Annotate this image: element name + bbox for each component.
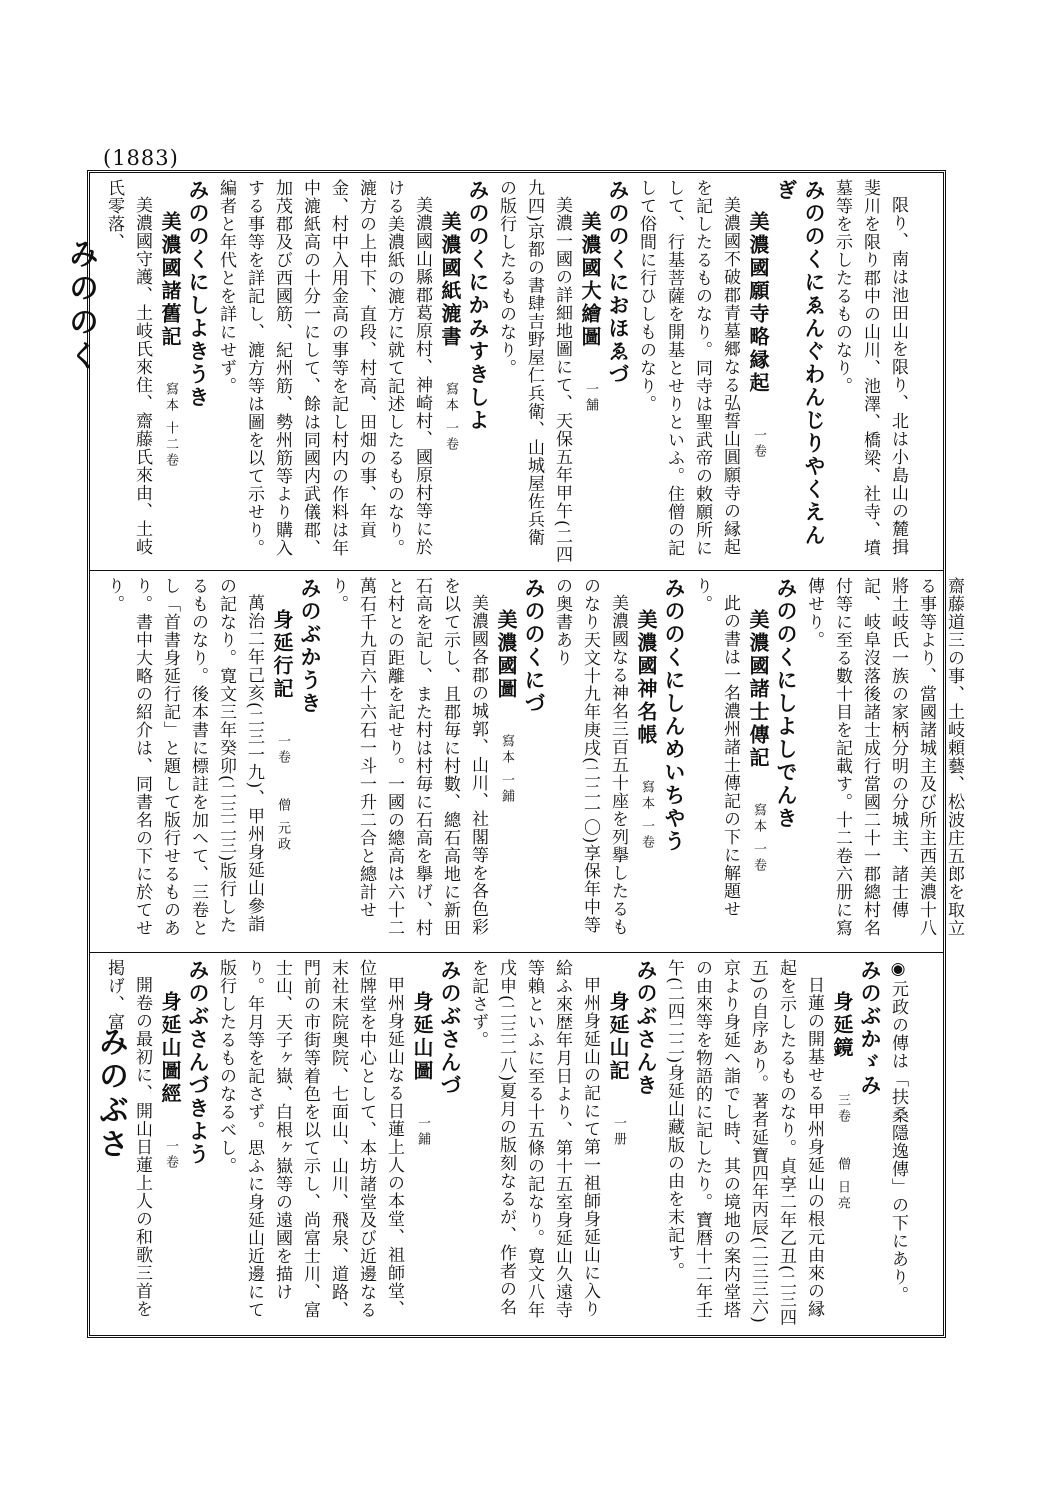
band-bottom <box>90 953 943 1335</box>
entry-title <box>604 959 632 1329</box>
entry-body: 日蓮の開基せる甲州身延山の根元由來の縁起を示したるものなり。貞享二年乙丑(二三四五)の自序あり。著者延寶四年丙辰(二三三六)京より身延へ詣でし時、其の境地の案内堂塔の由來等を物語的に記したり。寶暦十二年壬午(二四二二)身延山藏版の由を末記す。 <box>664 959 824 1327</box>
entry-title <box>744 179 772 564</box>
band-bottom-columns <box>100 959 912 1329</box>
entry-body: 開卷の最初に、開山日蓮上人の和歌三首を掲げ、富 <box>104 959 152 1318</box>
continuation-text: ◉元政の傳は「扶桑隱逸傳」の下にあり。 <box>888 959 908 1304</box>
entry-title <box>436 179 464 564</box>
entry-body: 美濃一國の詳細地圖にて、天保五年甲午(二四九四)京都の書肆吉野屋仁兵衛、山城屋佐兵衛の版行したるものなり。 <box>496 179 572 564</box>
entry-title-text: 美濃國願寺略縁起 <box>746 211 770 395</box>
entry-title-text: 美濃國諸舊記 <box>158 211 182 349</box>
entry-volume: 寫本 一卷 <box>443 381 458 453</box>
entry-volume: 一册 <box>611 1115 626 1148</box>
entry-title-text: 美濃國神名帳 <box>634 609 658 747</box>
entry-author: 僧 元政 <box>275 798 290 854</box>
page-frame <box>87 170 964 1338</box>
band-top-columns <box>100 179 912 564</box>
entry-title-text: 身延行記 <box>270 609 294 701</box>
entry-volume: 寫本 一卷 <box>751 802 766 874</box>
entry-body: 美濃國なる神名三百五十座を列擧したるものなり天文十九年庚戌(二二一〇)享保年中等の奥書あり <box>552 577 628 936</box>
entry-heading: みののくにづ <box>522 577 547 715</box>
entry-heading: みのぶさんづきよう <box>186 959 211 1166</box>
entry-heading: みののくにおほゑづ <box>606 179 631 386</box>
entry-body: 甲州身延山なる日蓮上人の本堂、祖師堂、位牌堂を中心として、本坊諸堂及び近邊なる末社末院奥院、七面山、山川、飛泉、道路、門前の市街等着色を以て示し、尚富士川、富士山、天子ヶ嶽、白根ヶ嶽等の遠國を描けり。年月等を記さず。思ふに身延山近邊にて版行したるものなるべし。 <box>216 959 404 1319</box>
entry-title <box>408 959 436 1329</box>
entry-body: 美濃國守護、土岐氏來住、齋藤氏來由、土岐氏零落、 <box>104 179 152 556</box>
entry-title <box>632 577 660 946</box>
entry-volume: 三卷 <box>835 1092 850 1125</box>
entry-heading: みのぶかうき <box>298 577 323 715</box>
entry-title <box>576 179 604 564</box>
entry-volume: 寫本 十二卷 <box>163 381 178 469</box>
entry-heading: みののくにゑんぐわんじりやくえんぎ <box>774 179 827 547</box>
entry-heading: みののくにしんめいちやう <box>662 577 687 853</box>
entry-title-text: 身延山記 <box>606 991 630 1083</box>
entry-heading: みののくにしよきうき <box>186 179 211 409</box>
entry-volume: 一鋪 <box>415 1115 430 1148</box>
page-number: (1883) <box>103 146 179 170</box>
entry-volume: 一卷 <box>751 427 766 460</box>
entry-title-text: 美濃國諸士傳記 <box>746 609 770 770</box>
entry-body: 甲州身延山の記にて第一祖師身延山に入り給ふ來歴年月日より、第十五室身延山久遠寺等賴といふに至る十五條の記なり。寛文八年戊申(二三二八)夏月の版刻なるが、作者の名を記さず。 <box>468 959 600 1319</box>
entry-title <box>492 577 520 946</box>
continuation-text: 限り、南は池田山を限り、北は小島山の麓揖斐川を限り郡中の山川、池澤、橋梁、社寺、墳墓等を示したるものなり。 <box>832 179 908 557</box>
entry-title-text: 身延山圖 <box>410 991 434 1083</box>
entry-title <box>156 179 184 564</box>
entry-title <box>744 577 772 946</box>
entry-title-text: 身延鏡 <box>830 991 854 1060</box>
entry-title <box>268 577 296 946</box>
entry-author: 僧 日亮 <box>835 1157 850 1213</box>
entry-heading: みのぶかゞみ <box>858 959 883 1097</box>
entry-heading: みののくにしよしでんき <box>774 577 799 830</box>
entry-volume: 一卷 <box>163 1138 178 1171</box>
entry-body: 此の書は一名濃州諸士傳記の下に解題せり。 <box>692 577 740 918</box>
entry-volume: 一卷 <box>275 733 290 766</box>
entry-heading: みのぶさんづ <box>438 959 463 1097</box>
entry-title-text: 美濃國紙漉書 <box>438 211 462 349</box>
entry-title <box>156 959 184 1329</box>
running-head-top: みののく <box>63 238 98 374</box>
entry-body: 美濃國山縣郡葛原村、神崎村、國原村等に於ける美濃紙の漉方に就て記述したるものなり。漉方の上中下、直段、村高、田畑の事、年貢金、村中入用金高の事等を記し村内の作料は年中漉紙高の十分一にして、餘は同國内武儀郡、加茂郡及び西國筋、紀州筋、勢州筋等より購入する事等を詳記し、漉方等は圖を以て示せり。編者と年代とを詳にせず。 <box>216 179 432 557</box>
band-middle <box>90 571 964 953</box>
continuation-text: 齋藤道三の事、土岐頼藝、松波庄五郎を取立る事等より、當國諸城主及び所主西美濃十八將土岐氏一族の家柄分明の分城主、諸士傳記、岐阜沒落後諸士成行當國二十一郡總村名付等に至る數十目を記載す。十二卷六册に寫傳せり。 <box>804 577 964 937</box>
entry-body: 美濃國各郡の城郭、山川、社閣等を各色彩を以て示し、且郡毎に村數、總石高地に新田石高を記し、また村は村毎に石高を擧げ、村と村との距離を記せり。一國の總高は六十二萬石千九百六十六石一斗一升二合と總計せり。 <box>328 577 488 937</box>
entry-title-text: 美濃國圖 <box>494 609 518 701</box>
entry-heading: みののくにかみすきしよ <box>466 179 491 432</box>
entry-body: 萬治二年己亥(二三一九)、甲州身延山參詣の記なり。寛文三年癸卯(二三二三)版行したるものなり。後本書に標註を加へて、三卷とし「首書身延行記」と題して版行せるものあり。書中大略の紹介は、同書名の下に於てせり。 <box>104 577 264 937</box>
entry-title-text: 美濃國大繪圖 <box>578 211 602 349</box>
entry-title-text: 身延山圖經 <box>158 991 182 1106</box>
entry-volume: 寫本 一鋪 <box>499 733 514 805</box>
band-top <box>90 173 943 571</box>
entry-title <box>828 959 856 1329</box>
band-middle-columns <box>100 577 968 946</box>
running-head-bottom: みのぶさ <box>93 1026 128 1162</box>
entry-volume: 一舗 <box>583 381 598 414</box>
entry-volume: 寫本 一卷 <box>639 779 654 851</box>
entry-heading: みのぶさんき <box>634 959 659 1097</box>
entry-body: 美濃國不破郡青墓郷なる弘誓山圓願寺の縁起を記したるものなり。同寺は聖武帝の敕願所にして、行基菩薩を開基とせりといふ。住僧の記して俗間に行ひしものなり。 <box>636 179 740 557</box>
